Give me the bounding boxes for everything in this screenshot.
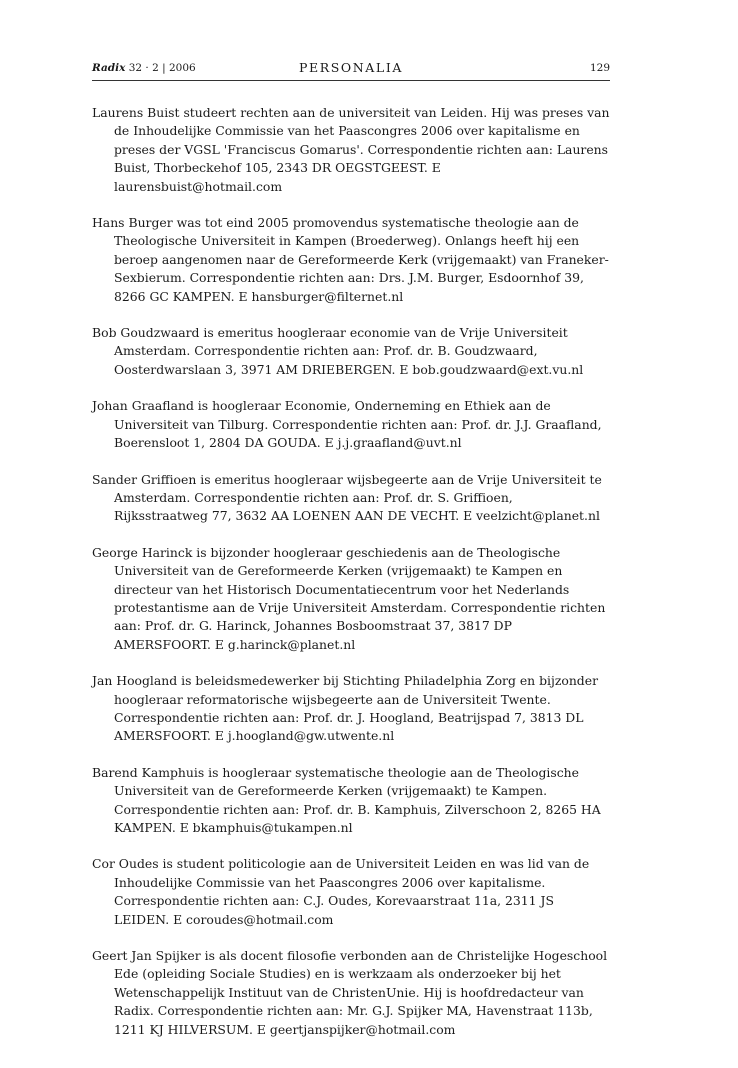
personalia-entry-hoogland: Jan Hoogland is beleidsmedewerker bij Stichting Philadelphia Zorg en bijzonder hoogleraar reformatorische wijsbegeerte aan de Universiteit Twente. Correspondentie richten aan: Prof. dr. J. Hoogland, Beatrijspad 7, 3813 DL AMERSFOORT. E j.hoogland@gw.utwente.nl xyxy=(92,673,598,744)
personalia-entry-burger: Hans Burger was tot eind 2005 promovendus systematische theologie aan de Theologische Universiteit in Kampen (Broederweg). Onlangs heeft hij een beroep aangenomen naar de Gereformeerde Kerk (vrijgemaakt) van Franeker-Sexbierum. Correspondentie richten aan: Drs. J.M. Burger, Esdoornhof 39, 8266 GC KAMPEN. E hansburger@filternet.nl xyxy=(92,215,609,304)
personalia-entry-oudes: Cor Oudes is student politicologie aan de Universiteit Leiden en was lid van de Inhoudelijke Commissie van het Paascongres 2006 over kapitalisme. Correspondentie richten aan: C.J. Oudes, Korevaarstraat 11a, 2311 JS LEIDEN. E coroudes@hotmail.com xyxy=(92,856,590,927)
issue-info: 32 · 2 | 2006 xyxy=(128,62,196,74)
page-number: 129 xyxy=(589,62,610,74)
personalia-list xyxy=(92,104,610,1057)
running-header xyxy=(92,60,610,81)
personalia-entry-graafland: Johan Graafland is hoogleraar Economie, Onderneming en Ethiek aan de Universiteit van Tilburg. Correspondentie richten aan: Prof. dr. J.J. Graafland, Boerensloot 1, 2804 DA GOUDA. E j.j.graafland@uvt.nl xyxy=(92,398,602,451)
personalia-entry-griffioen: Sander Griffioen is emeritus hoogleraar wijsbegeerte aan de Vrije Universiteit te Amsterdam. Correspondentie richten aan: Prof. dr. S. Griffioen, Rijksstraatweg 77, 3632 AA LOENEN AAN DE VECHT. E veelzicht@planet.nl xyxy=(92,471,602,524)
section-title: PERSONALIA xyxy=(299,60,403,75)
personalia-entry-harinck: George Harinck is bijzonder hoogleraar geschiedenis aan de Theologische Universiteit van de Gereformeerde Kerken (vrijgemaakt) te Kampen en directeur van het Historisch Documentatiecentrum voor het Nederlands protestantisme aan de Vrije Universiteit Amsterdam. Correspondentie richten aan: Prof. dr. G. Harinck, Johannes Bosboomstraat 37, 3817 DP AMERSFOORT. E g.harinck@planet.nl xyxy=(92,544,606,652)
personalia-entry-buist: Laurens Buist studeert rechten aan de universiteit van Leiden. Hij was preses van de Inhoudelijke Commissie van het Paascongres 2006 over kapitalisme en preses der VGSL 'Franciscus Gomarus'. Correspondentie richten aan: Laurens Buist, Thorbeckehof 105, 2343 DR OEGSTGEEST. E laurensbuist@hotmail.com xyxy=(92,105,610,194)
personalia-entry-goudzwaard: Bob Goudzwaard is emeritus hoogleraar economie van de Vrije Universiteit Amsterdam. Correspondentie richten aan: Prof. dr. B. Goudzwaard, Oosterdwarslaan 3, 3971 AM DRIEBERGEN. E bob.goudzwaard@ext.vu.nl xyxy=(92,325,584,377)
personalia-entry-kamphuis: Barend Kamphuis is hoogleraar systematische theologie aan de Theologische Universiteit van de Gereformeerde Kerken (vrijgemaakt) te Kampen. Correspondentie richten aan: Prof. dr. B. Kamphuis, Zilverschoon 2, 8265 HA KAMPEN. E bkamphuis@tukampen.nl xyxy=(92,764,601,835)
personalia-entry-spijker: Geert Jan Spijker is als docent filosofie verbonden aan de Christelijke Hogeschool Ede (opleiding Sociale Studies) en is werkzaam als onderzoeker bij het Wetenschappelijk Instituut van de ChristenUnie. Hij is hoofdredacteur van Radix. Correspondentie richten aan: Mr. G.J. Spijker MA, Havenstraat 113b, 1211 KJ HILVERSUM. E geertjanspijker@hotmail.com xyxy=(92,948,608,1037)
journal-name: Radix xyxy=(92,62,126,74)
